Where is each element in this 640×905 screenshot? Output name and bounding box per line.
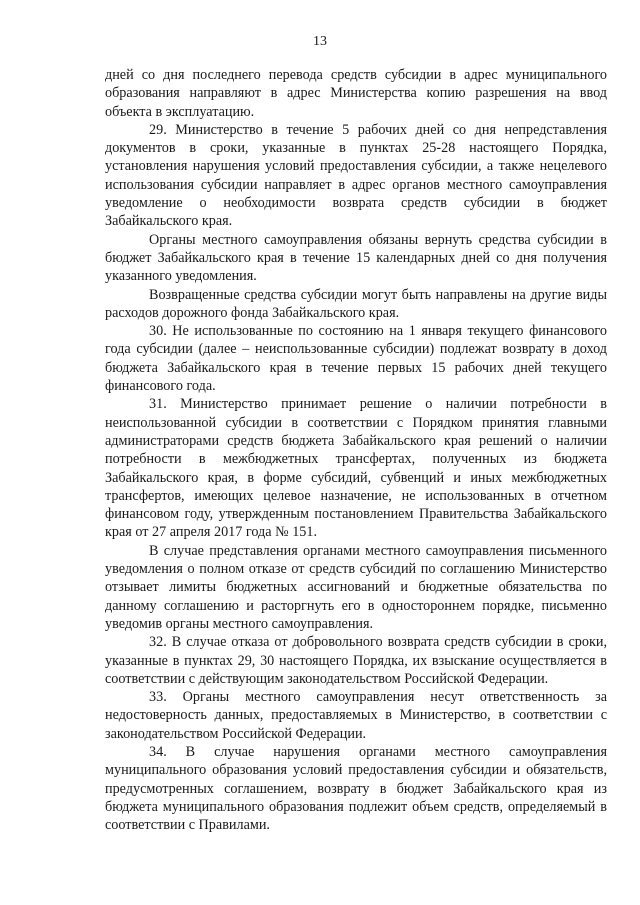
paragraph-returned-funds: Возвращенные средства субсидии могут быть направлены на другие виды расходов дорожного фонда Забайкальского края. [105, 286, 607, 321]
paragraph-item-32: 32. В случае отказа от добровольного возврата средств субсидии в сроки, указанные в пунктах 29, 30 настоящего Порядка, их взыскание осуществляется в соответствии с действующим законодательством Российской Федерации. [105, 634, 607, 687]
paragraph-refusal-notice: В случае представления органами местного самоуправления письменного уведомления о полном отказе от средств субсидий по соглашению Министерство отзывает лимиты бюджетных ассигнований и бюджетные обязательства по данному соглашению и расторгнуть его в одностороннем порядке, письменно уведомив органы местного самоуправления. [105, 542, 607, 632]
paragraph-item-29: 29. Министерство в течение 5 рабочих дней со дня непредставления документов в сроки, указанные в пунктах 25-28 настоящего Порядка, установления нарушения условий предоставления субсидии, а также нецелевого использования субсидии направляет в адрес органов местного самоуправления уведомление о необходимости возврата средств субсидии в бюджет Забайкальского края. [105, 121, 607, 230]
paragraph-item-33: 33. Органы местного самоуправления несут ответственность за недостоверность данных, предоставляемых в Министерство, в соответствии с законодательством Российской Федерации. [105, 689, 607, 742]
paragraph-return-obligation: Органы местного самоуправления обязаны вернуть средства субсидии в бюджет Забайкальского края в течение 15 календарных дней со дня получения указанного уведомления. [105, 231, 607, 285]
page-number: 13 [313, 34, 327, 49]
paragraph-item-30: 30. Не использованные по состоянию на 1 января текущего финансового года субсидии (далее – неиспользованные субсидии) подлежат возврату в доход бюджета Забайкальского края в течение первых 15 рабочих дней текущего финансового года. [105, 323, 607, 395]
document-body [105, 66, 607, 834]
paragraph-item-34: 34. В случае нарушения органами местного самоуправления муниципального образования условий предоставления субсидии и обязательств, предусмотренных соглашением, возврату в бюджет Забайкальского края из бюджета муниципального образования подлежит объем средств, определяемый в соответствии с Правилами. [105, 743, 607, 834]
paragraph-item-31: 31. Министерство принимает решение о наличии потребности в неиспользованной субсидии в соответствии с Порядком принятия главными администраторами средств бюджета Забайкальского края решений о наличии потребности в межбюджетных трансфертах, полученных из бюджета Забайкальского края, в форме субсидий, субвенций и иных межбюджетных трансфертов, имеющих целевое назначение, не использованных в отчетном финансовом году, утвержденным постановлением Правительства Забайкальского края от 27 апреля 2017 года № 151. [105, 396, 607, 541]
paragraph-continuation: дней со дня последнего перевода средств субсидии в адрес муниципального образования направляют в адрес Министерства копию разрешения на ввод объекта в эксплуатацию. [105, 67, 607, 120]
